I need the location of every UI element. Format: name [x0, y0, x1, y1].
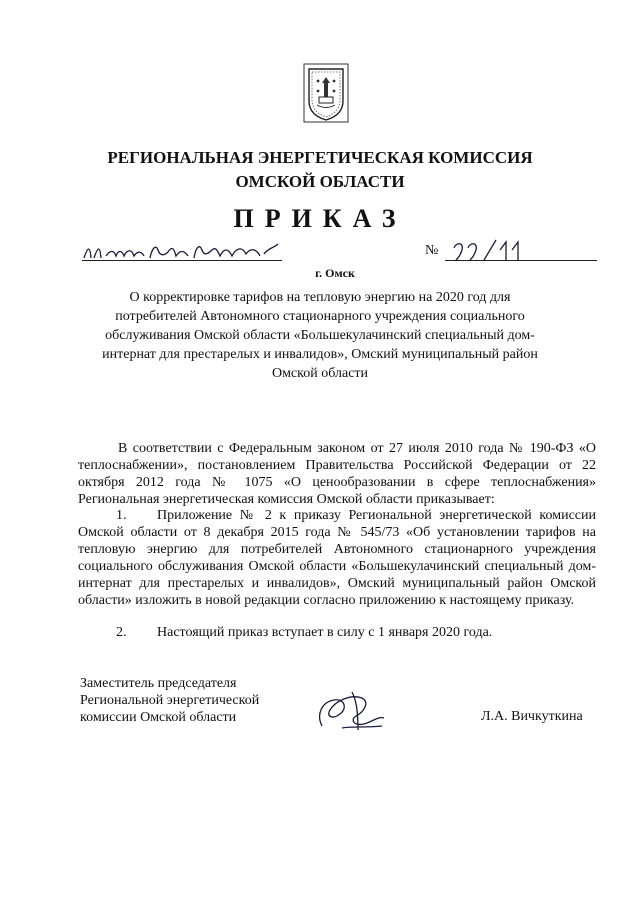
- city-label: г. Омск: [315, 266, 355, 280]
- organization-name-line2: ОМСКОЙ ОБЛАСТИ: [235, 172, 405, 191]
- list-item-number: 2.: [116, 625, 127, 640]
- document-type-title: ПРИКАЗ: [233, 204, 407, 233]
- handwritten-signature: [312, 686, 392, 736]
- omsk-coat-of-arms-emblem: [303, 63, 349, 123]
- signer-position-line2: Региональной энергетической: [80, 693, 260, 708]
- document-subject: О корректировке тарифов на тепловую энергию на 2020 год для потребителей Автономного стационарного учреждения социального обслуживания Омской области «Большекулачинский специальный дом-интернат для престарелых и инвалидов», Омский муниципальный район Омской области: [102, 290, 538, 381]
- organization-name-line1: РЕГИОНАЛЬНАЯ ЭНЕРГЕТИЧЕСКАЯ КОМИССИЯ: [107, 148, 533, 167]
- list-item-number: 1.: [116, 508, 127, 523]
- signer-position: [80, 675, 259, 726]
- list-item: [78, 624, 596, 641]
- signer-name: Л.А. Вичкуткина: [481, 709, 583, 724]
- body-intro-paragraph: В соответствии с Федеральным законом от 27 июля 2010 года № 190-ФЗ «О теплоснабжении», постановлением Правительства Российской Федерации от 22 октября 2012 года № 1075 «О ценообразовании в сфере теплоснабжения» Региональная энергетическая комиссия Омской области приказывает:: [78, 441, 596, 507]
- signer-position-line1: Заместитель председателя: [80, 676, 237, 691]
- list-item: [78, 507, 596, 609]
- handwritten-number: [450, 238, 540, 262]
- handwritten-date: [82, 238, 282, 262]
- list-item-text: Приложение № 2 к приказу Региональной энергетической комиссии Омской области от 8 декабря 2015 года № 545/73 «Об установлении тарифов на тепловую энергию для потребителей Автономного стационарного учреждения социального обслуживания Омской области «Большекулачинский специальный дом-интернат для престарелых и инвалидов», Омский муниципальный район Омской области» изложить в новой редакции согласно приложению к настоящему приказу.: [78, 508, 596, 608]
- list-item-text: Настоящий приказ вступает в силу с 1 января 2020 года.: [157, 625, 493, 640]
- signer-position-line3: комиссии Омской области: [80, 710, 237, 725]
- number-sign: №: [425, 243, 439, 258]
